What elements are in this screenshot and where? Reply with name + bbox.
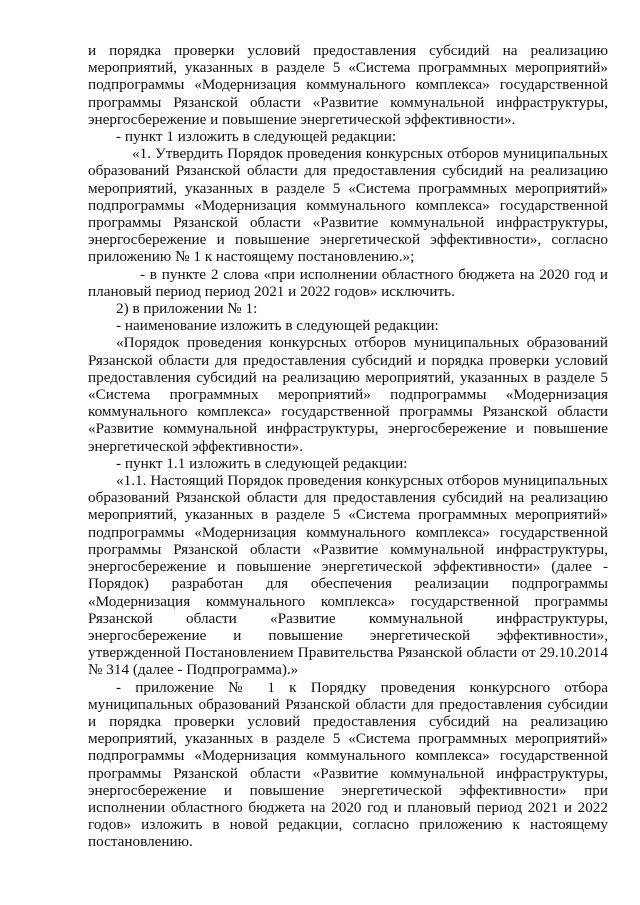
paragraph-appendix-instruction: - приложение № 1 к Порядку проведения конкурсного отбора муниципальных образований Рязанской области для предоставления субсидии и порядка проверки условий предоставления субсидий на реализацию мероприятий, указанных в разделе 5 «Система программных мероприятий» подпрограммы «Модернизация коммунального комплекса» государственной программы Рязанской области «Развитие коммунальной инфраструктуры, энергосбережение и повышение энергетической эффективности» при исполнении областного бюджета на 2020 год и плановый период 2021 и 2022 годов» изложить в новой редакции, согласно приложению к настоящему постановлению. [88,678,608,851]
paragraph-appendix-1-heading: 2) в приложении № 1: [116,300,258,318]
paragraph-item-1-1-new-text: «1.1. Настоящий Порядок проведения конкурсных отборов муниципальных образований Рязанской области для предоставления субсидий на реализацию мероприятий, указанных в разделе 5 «Система программных мероприятий» подпрограммы «Модернизация коммунального комплекса» государственной программы Рязанской области «Развитие коммунальной инфраструктуры, энергосбережение и повышение энергетической эффективности» (далее - Порядок) разработан для обеспечения реализации подпрограммы «Модернизация коммунального комплекса» государственной программы Рязанской области «Развитие коммунальной инфраструктуры, энергосбережение и повышение энергетической эффективности», утвержденной Постановлением Правительства Рязанской области от 29.10.2014 № 314 (далее - Подпрограмма).» [88,472,608,679]
paragraph-item-1-1-instruction: - пункт 1.1 изложить в следующей редакции: [116,454,408,472]
paragraph-title-new-text: «Порядок проведения конкурсных отборов муниципальных образований Рязанской области для предоставления субсидий и порядка проверки условий предоставления субсидий на реализацию мероприятий, указанных в разделе 5 «Система программных мероприятий» подпрограммы «Модернизация коммунального комплекса» государственной программы Рязанской области «Развитие коммунальной инфраструктуры, энергосбережение и повышение энергетической эффективности». [88,334,608,455]
paragraph-subsidy-order-tail: и порядка проверки условий предоставления субсидий на реализацию мероприятий, указанных в разделе 5 «Система программных мероприятий» подпрограммы «Модернизация коммунального комплекса» государственной программы Рязанской области «Развитие коммунальной инфраструктуры, энергосбережение и повышение энергетической эффективности». [88,42,608,128]
document-body [88,42,608,851]
paragraph-title-instruction: - наименование изложить в следующей редакции: [116,317,439,335]
paragraph-item-1-instruction: - пункт 1 изложить в следующей редакции: [116,128,397,146]
paragraph-item-1-new-text: «1. Утвердить Порядок проведения конкурсных отборов муниципальных образований Рязанской области для предоставления субсидий на реализацию мероприятий, указанных в разделе 5 «Система программных мероприятий» подпрограммы «Модернизация коммунального комплекса» государственной программы Рязанской области «Развитие коммунальной инфраструктуры, энергосбережение и повышение энергетической эффективности», согласно приложению № 1 к настоящему постановлению.»; [88,145,608,266]
paragraph-item-2-instruction: - в пункте 2 слова «при исполнении областного бюджета на 2020 год и плановый период период 2021 и 2022 годов» исключить. [88,265,608,300]
